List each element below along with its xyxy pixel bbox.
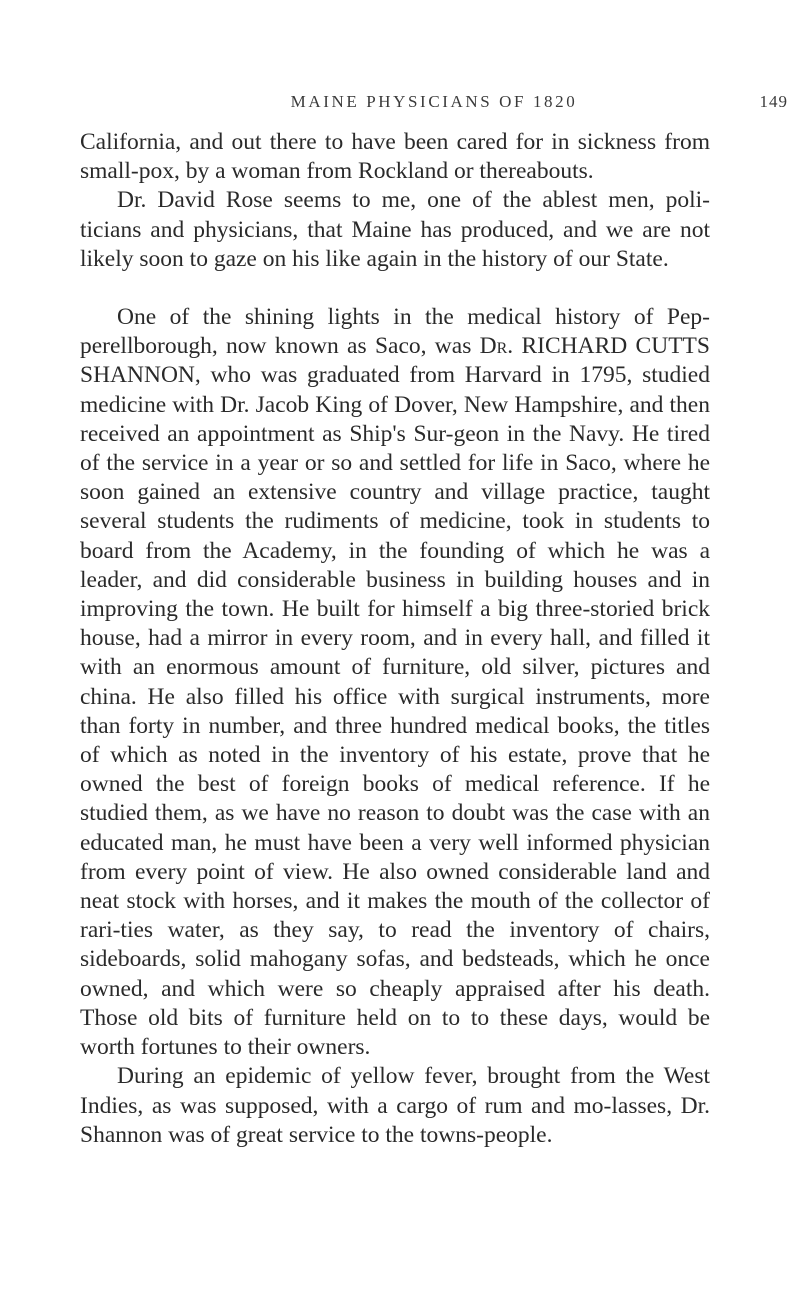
page-number: 149 bbox=[759, 92, 788, 111]
paragraph-1: California, and out there to have been cared for in sickness from small-pox, by a woman from Rockland or thereabouts. bbox=[80, 129, 710, 185]
physician-name: Dr. RICHARD CUTTS SHANNON bbox=[80, 333, 710, 389]
paragraph-3 bbox=[80, 303, 710, 1062]
body-text bbox=[80, 128, 710, 1150]
paragraph-2: Dr. David Rose seems to me, one of the ablest men, poli-ticians and physicians, that Maine has produced, and we are not likely soon to gaze on his like again in the history of our State. bbox=[80, 187, 710, 272]
running-title: MAINE PHYSICIANS OF 1820 bbox=[290, 92, 578, 111]
paragraph-3-rest: , who was graduated from Harvard in 1795, studied medicine with Dr. Jacob King of Dover, New Hampshire, and then received an appointment as Ship's Sur-geon in the Navy. He tired of the service in a year or so and settled for life in Saco, where he soon gained an extensive country and village practice, taught several students the rudiments of medicine, took in students to board from the Academy, in the founding of which he was a leader, and did considerable business in building houses and in improving the town. He built for himself a big three-storied brick house, had a mirror in every room, and in every hall, and filled it with an enormous amount of furniture, old silver, pictures and china. He also filled his office with surgical instruments, more than forty in number, and three hundred medical books, the titles of which as noted in the inventory of his estate, prove that he owned the best of foreign books of medical reference. If he studied them, as we have no reason to doubt was the case with an educated man, he must have been a very well informed physician from every point of view. He also owned considerable land and neat stock with horses, and it makes the mouth of the collector of rari-ties water, as they say, to read the inventory of chairs, sideboards, solid mahogany sofas, and bedsteads, which he once owned, and which were so cheaply appraised after his death. Those old bits of furniture held on to to these days, would be worth fortunes to their owners. bbox=[80, 362, 710, 1061]
page-header bbox=[80, 92, 788, 116]
paragraph-4: During an epidemic of yellow fever, brought from the West Indies, as was supposed, with a cargo of rum and mo-lasses, Dr. Shannon was of great service to the towns-people. bbox=[80, 1063, 710, 1148]
paragraph-3-lead: One of the shining lights in the medical history of Pep-perellborough, now known as Saco, was bbox=[80, 304, 710, 360]
